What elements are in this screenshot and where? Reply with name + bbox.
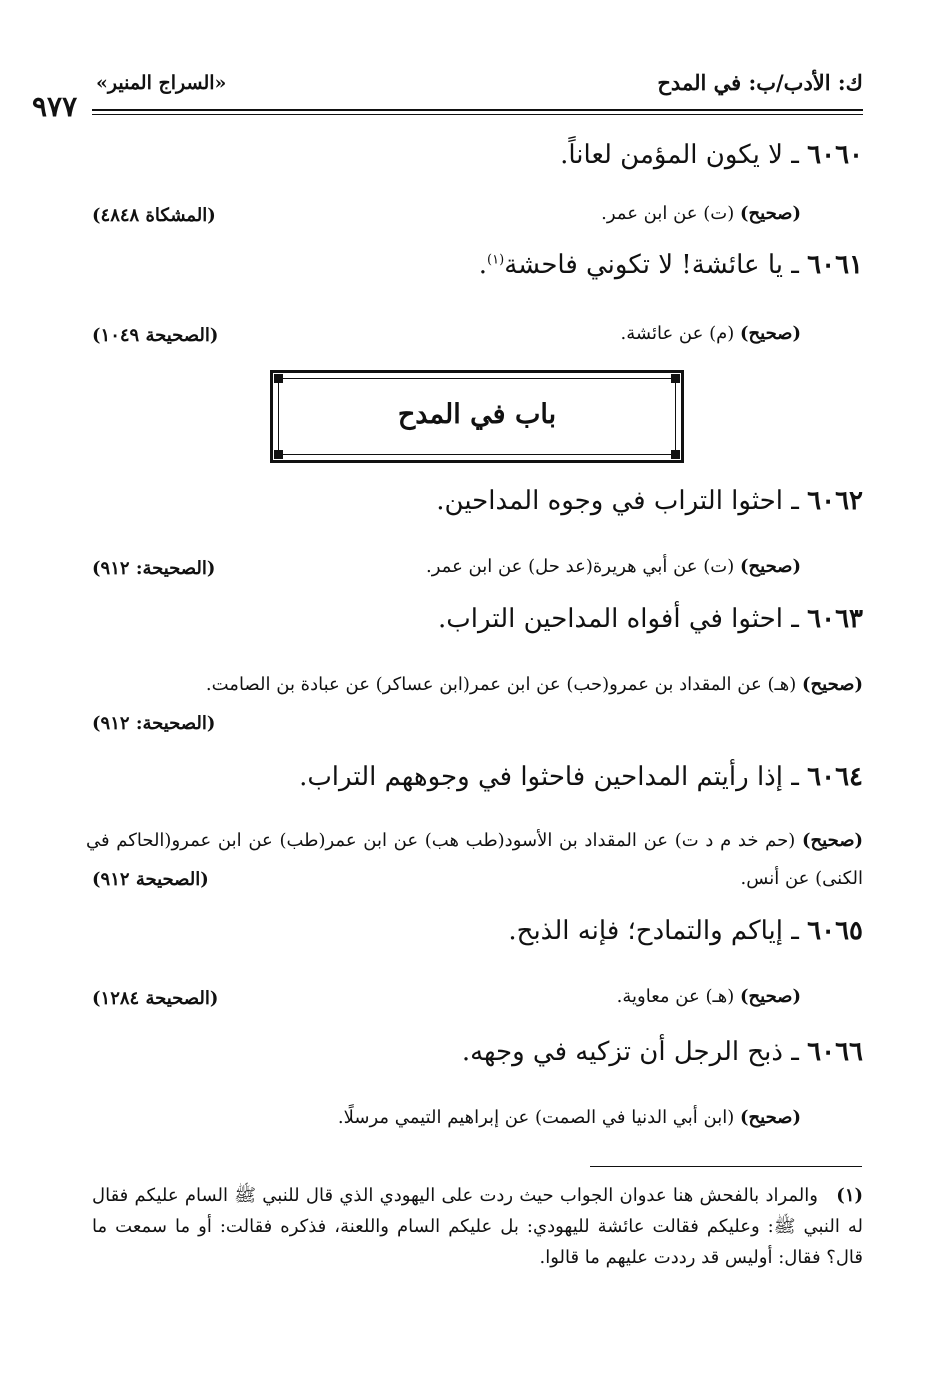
hadith-number: ٦٠٦٢	[807, 486, 863, 516]
source-text: (ت) عن ابن عمر.	[601, 203, 735, 224]
hadith-reference: (الصحيحة ١٠٤٩)	[92, 325, 219, 346]
hadith-reference: (الصحيحة ٩١٢)	[92, 869, 209, 890]
footnote-text: والمراد بالفحش هنا عدوان الجواب حيث ردت على اليهودي الذي قال للنبي ﷺ السام عليكم فقال له النبي ﷺ: وعليكم فقالت عائشة لليهودي: بل عليكم السام واللعنة، فذكره فقالت: أو ما سمعت ما قال؟ فقال: أوليس قد رددت عليهم ما قالوا.	[92, 1185, 863, 1268]
grade-label: (صحيح)	[802, 830, 864, 851]
separator: ـ	[791, 250, 799, 280]
separator: ـ	[791, 140, 799, 170]
hadith-text: احثوا التراب في وجوه المداحين.	[436, 486, 783, 516]
hadith-6063	[438, 604, 863, 634]
hadith-6060	[560, 140, 863, 170]
hadith-number: ٦٠٦٣	[807, 604, 863, 634]
grade-label: (صحيح)	[740, 986, 801, 1007]
running-header-book-title: «السراج المنير»	[96, 72, 227, 94]
source-text: (هـ) عن المقداد بن عمرو(حب) عن ابن عمر(ابن عساكر) عن عبادة بن الصامت.	[205, 674, 797, 695]
grade-label: (صحيح)	[740, 203, 801, 224]
hadith-number: ٦٠٦٤	[807, 762, 863, 792]
footnote-reference: (١)	[487, 252, 505, 268]
hadith-reference: (الصحيحة: ٩١٢)	[92, 558, 216, 579]
footnote	[92, 1180, 863, 1273]
grade-label: (صحيح)	[740, 323, 801, 344]
hadith-reference: (الصحيحة ١٢٨٤)	[92, 988, 219, 1009]
chapter-heading-box	[270, 370, 684, 463]
header-rule-thin	[92, 114, 863, 115]
source-text: (ابن أبي الدنيا في الصمت) عن إبراهيم التيمي مرسلًا.	[337, 1107, 735, 1128]
hadith-text: لا يكون المؤمن لعاناً.	[560, 140, 783, 170]
hadith-number: ٦٠٦٠	[807, 140, 863, 170]
running-header-chapter: ك: الأدب/ب: في المدح	[657, 70, 863, 95]
hadith-text: احثوا في أفواه المداحين التراب.	[438, 604, 783, 634]
box-corner-ornament	[274, 374, 283, 383]
hadith-number: ٦٠٦١	[807, 250, 863, 280]
chapter-heading: باب في المدح	[397, 399, 557, 430]
footnote-mark: (١)	[836, 1185, 864, 1206]
hadith-source	[338, 1107, 801, 1128]
hadith-number: ٦٠٦٦	[807, 1037, 863, 1067]
separator: ـ	[791, 916, 799, 946]
hadith-text: ذبح الرجل أن تزكيه في وجهه.	[461, 1037, 783, 1067]
source-text: (هـ) عن معاوية.	[616, 986, 735, 1007]
hadith-source	[426, 556, 801, 577]
hadith-number: ٦٠٦٥	[807, 916, 863, 946]
grade-label: (صحيح)	[740, 556, 801, 577]
hadith-source	[86, 666, 863, 704]
separator: ـ	[791, 1037, 799, 1067]
hadith-text-end: .	[478, 250, 488, 280]
page-number: ٩٧٧	[32, 90, 78, 123]
footnote-rule	[590, 1166, 862, 1167]
grade-label: (صحيح)	[740, 1107, 801, 1128]
box-corner-ornament	[274, 450, 283, 459]
hadith-6065	[508, 916, 863, 946]
source-text: (حم خد م د ت) عن المقداد بن الأسود(طب هب) عن ابن عمر(طب) عن ابن عمرو(الحاكم في الكنى) عن أنس.	[86, 830, 863, 889]
source-text: (ت) عن أبي هريرة(عد حل) عن ابن عمر.	[426, 556, 735, 577]
grade-label: (صحيح)	[802, 674, 863, 695]
hadith-6064	[299, 762, 863, 792]
hadith-text: يا عائشة! لا تكوني فاحشة	[504, 250, 783, 280]
hadith-source	[621, 323, 801, 344]
hadith-source	[617, 986, 801, 1007]
hadith-6066	[462, 1037, 863, 1067]
hadith-6061	[479, 250, 863, 280]
separator: ـ	[791, 762, 799, 792]
header-rule	[92, 109, 863, 111]
source-text: (م) عن عائشة.	[620, 323, 735, 344]
box-corner-ornament	[671, 374, 680, 383]
hadith-text: إذا رأيتم المداحين فاحثوا في وجوههم التراب.	[299, 762, 783, 792]
hadith-6062	[436, 486, 863, 516]
box-corner-ornament	[671, 450, 680, 459]
separator: ـ	[791, 604, 799, 634]
hadith-reference: (الصحيحة: ٩١٢)	[92, 713, 216, 734]
separator: ـ	[791, 486, 799, 516]
hadith-source	[601, 203, 801, 224]
hadith-text: إياكم والتمادح؛ فإنه الذبح.	[508, 916, 783, 946]
hadith-reference: (المشكاة ٤٨٤٨)	[92, 205, 216, 226]
